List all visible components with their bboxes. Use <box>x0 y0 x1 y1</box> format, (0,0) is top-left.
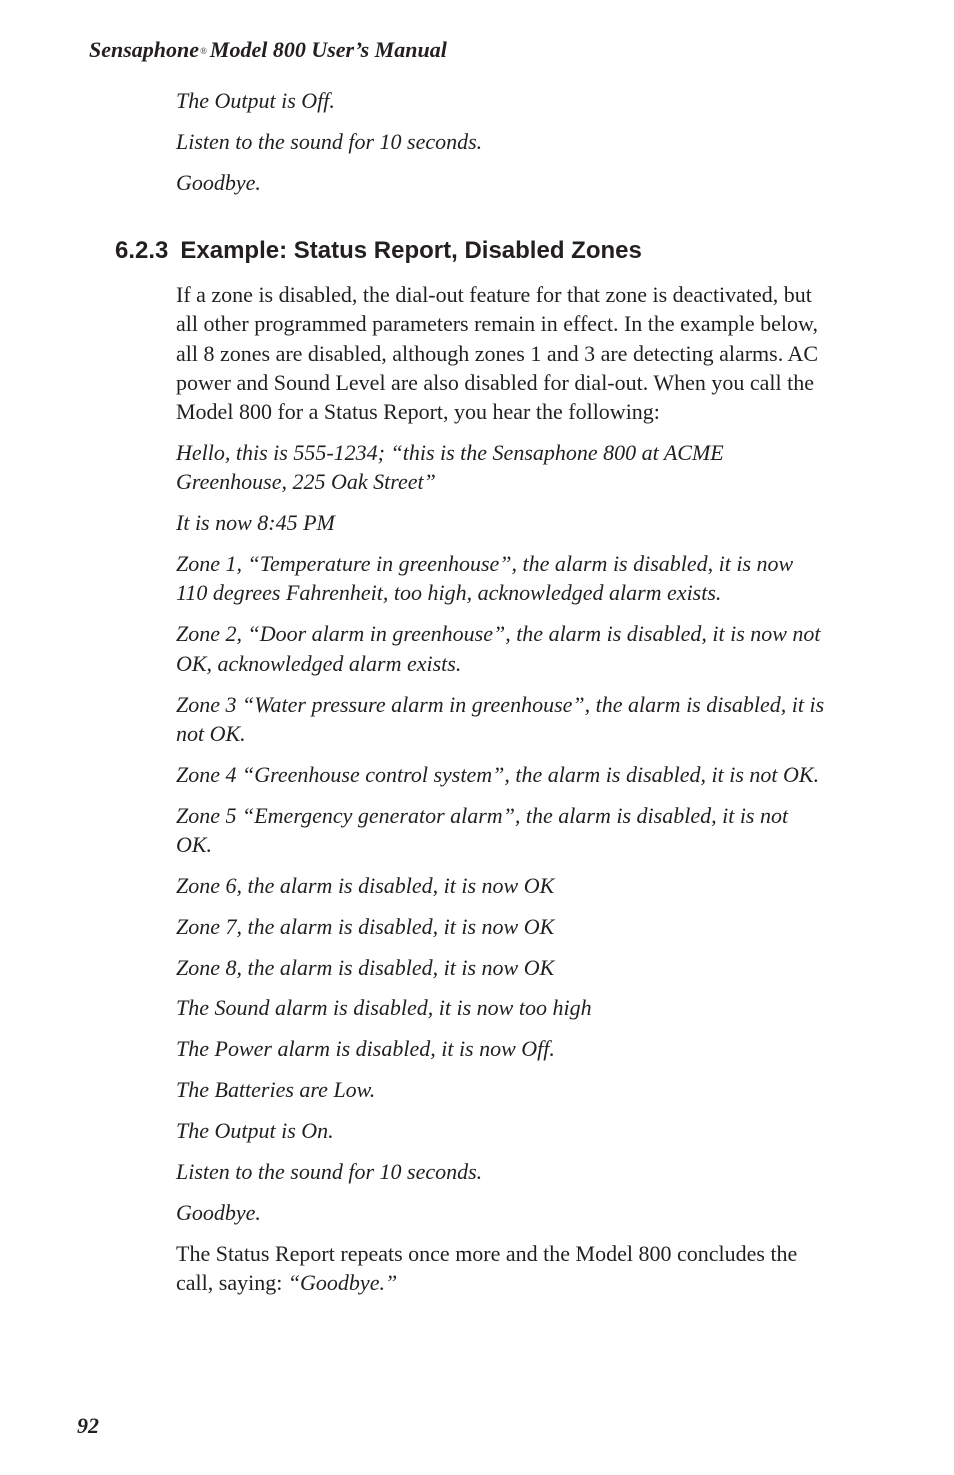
closing-text: The Status Report repeats once more and the Model 800 concludes the call, saying: <box>176 1240 798 1296</box>
report-line: Zone 3 “Water pressure alarm in greenhouse”, the alarm is disabled, it is not OK. <box>176 691 825 746</box>
closing-paragraph <box>176 1239 826 1298</box>
report-line: The Sound alarm is disabled, it is now too high <box>176 995 592 1021</box>
report-line: It is now 8:45 PM <box>176 510 335 536</box>
intro-line: Listen to the sound for 10 seconds. <box>176 128 483 154</box>
section-heading <box>115 236 642 266</box>
report-line: Hello, this is 555-1234; “this is the Sensaphone 800 at ACME Greenhouse, 225 Oak Street” <box>176 440 724 495</box>
section-number: 6.2.3 <box>115 237 169 264</box>
closing-quote: “Goodbye.” <box>287 1270 398 1296</box>
registered-mark: ® <box>200 46 207 56</box>
header-title: Model 800 User’s Manual <box>209 37 447 62</box>
report-line: Zone 1, “Temperature in greenhouse”, the alarm is disabled, it is now 110 degrees Fahrenheit, too high, acknowledged alarm exists. <box>176 551 794 606</box>
report-line: The Power alarm is disabled, it is now Off. <box>176 1036 555 1062</box>
report-line: Zone 5 “Emergency generator alarm”, the alarm is disabled, it is not OK. <box>176 802 789 857</box>
intro-lines <box>176 86 836 209</box>
section-description: If a zone is disabled, the dial-out feature for that zone is deactivated, but all other programmed parameters remain in effect. In the example below, all 8 zones are disabled, although zones 1 and 3 are detecting alarms. AC power and Sound Level are also disabled for dial-out. When you call the Model 800 for a Status Report, you hear the following: <box>176 282 819 425</box>
report-line: Goodbye. <box>176 1199 261 1225</box>
report-line: Zone 6, the alarm is disabled, it is now OK <box>176 872 555 898</box>
section-title: Example: Status Report, Disabled Zones <box>180 237 642 264</box>
report-line: The Batteries are Low. <box>176 1077 376 1103</box>
intro-line: The Output is Off. <box>176 88 335 113</box>
report-line: Zone 8, the alarm is disabled, it is now OK <box>176 954 555 980</box>
running-header <box>89 36 447 65</box>
section-body <box>176 280 826 1309</box>
intro-line: Goodbye. <box>176 169 261 195</box>
page-number: 92 <box>77 1413 99 1438</box>
report-line: Zone 2, “Door alarm in greenhouse”, the alarm is disabled, it is now not OK, acknowledged alarm exists. <box>176 621 821 676</box>
report-line: Zone 4 “Greenhouse control system”, the alarm is disabled, it is not OK. <box>176 761 820 787</box>
report-line: The Output is On. <box>176 1118 334 1144</box>
header-brand: Sensaphone <box>89 37 200 62</box>
report-line: Zone 7, the alarm is disabled, it is now OK <box>176 913 555 939</box>
report-line: Listen to the sound for 10 seconds. <box>176 1159 483 1185</box>
